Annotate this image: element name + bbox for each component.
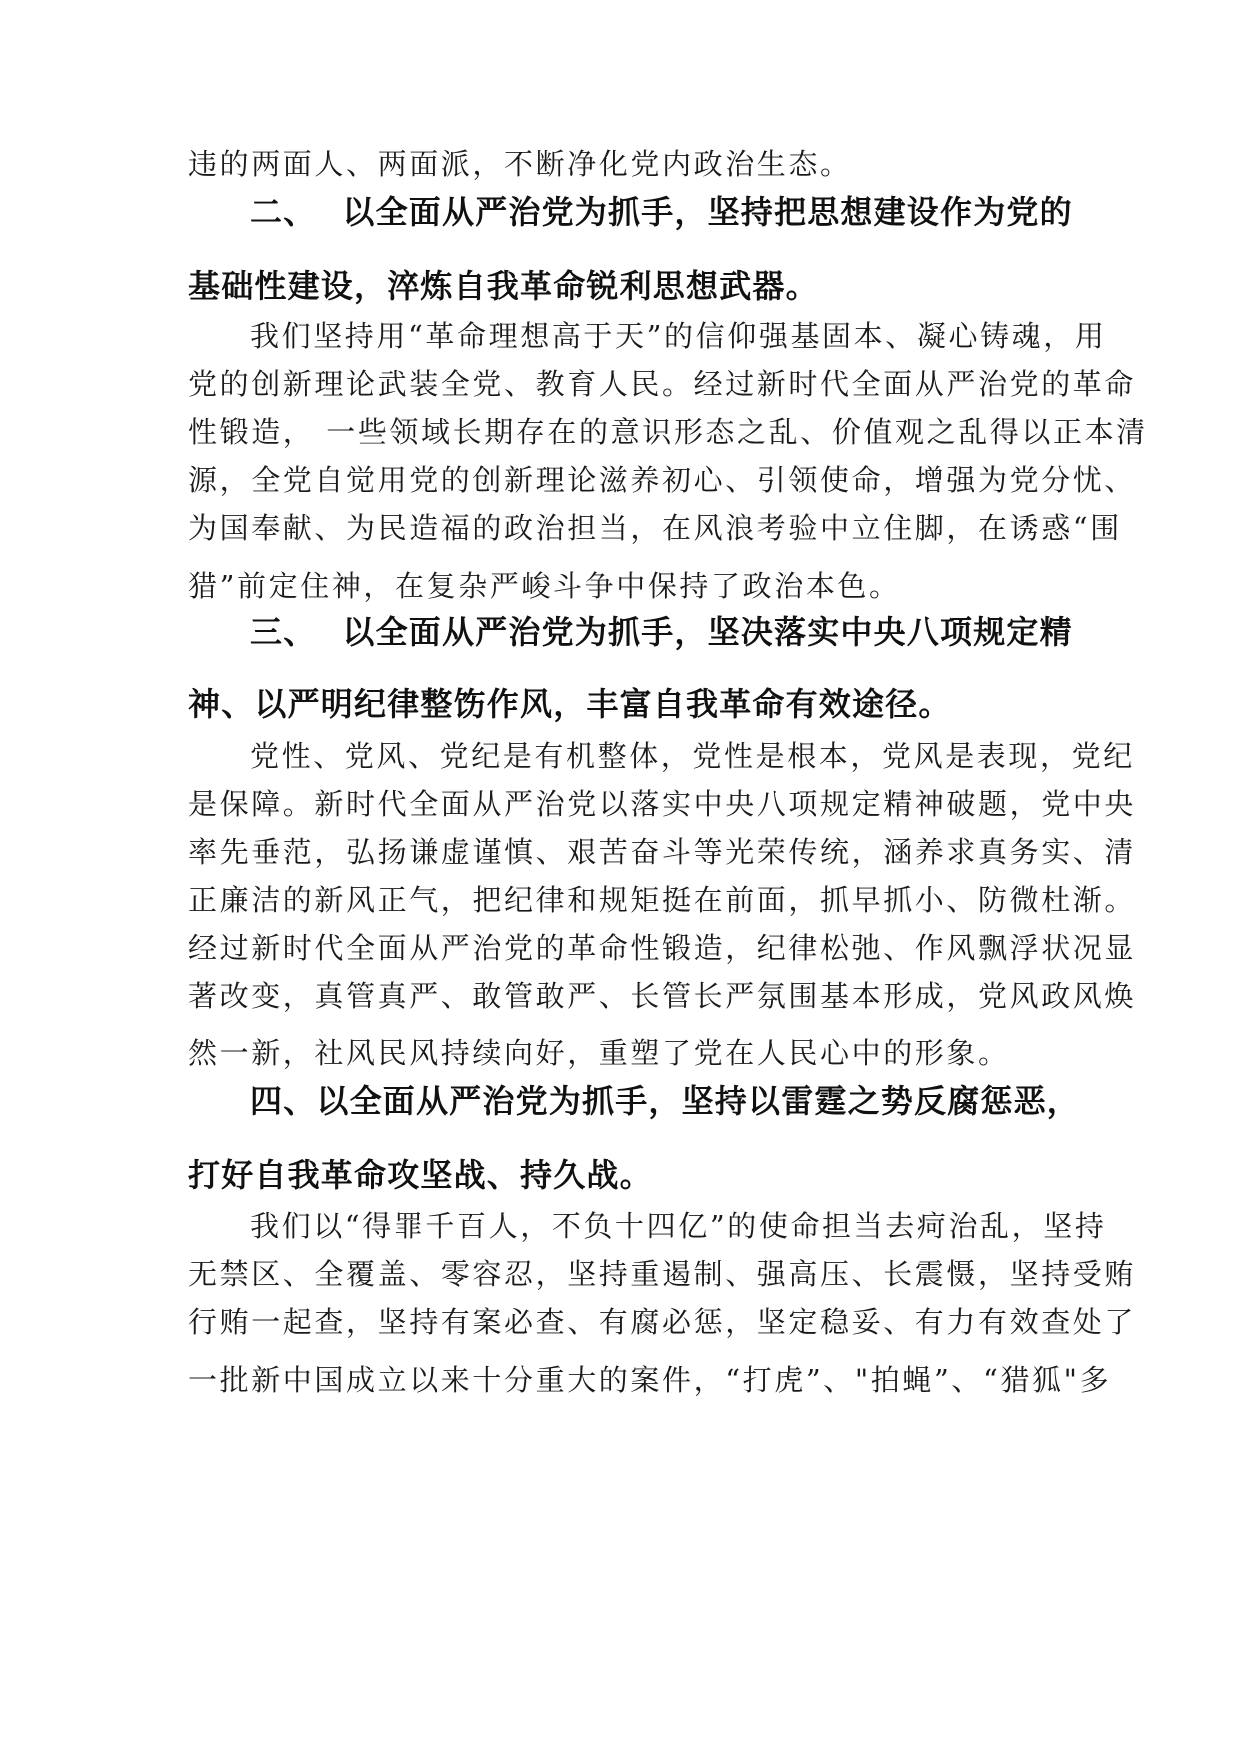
body-text-line: 我们坚持用“革命理想高于天”的信仰强基固本、凝心铸魂，用	[250, 319, 1107, 353]
body-text-line: 党的创新理论武装全党、教育人民。经过新时代全面从严治党的革命	[188, 367, 1137, 401]
body-text-line: 源，全党自觉用党的创新理论滋养初心、引领使命，增强为党分忧、	[188, 463, 1137, 497]
body-text-line: 率先垂范，弘扬谦虚谨慎、艰苦奋斗等光荣传统，涵养求真务实、清	[188, 835, 1137, 869]
section-heading-text: 以全面从严治党为抓手，坚决落实中央八项规定精	[342, 613, 1073, 651]
section-heading-text: 以全面从严治党为抓手，坚持把思想建设作为党的	[342, 193, 1073, 231]
section-heading-2	[250, 190, 1073, 234]
body-text-line: 违的两面人、两面派，不断净化党内政治生态。	[188, 147, 852, 181]
body-text-line: 为国奉献、为民造福的政治担当，在风浪考验中立住脚，在诱惑“围	[188, 511, 1122, 545]
section-number: 二、	[250, 193, 317, 231]
body-text-line: 一批新中国成立以来十分重大的案件，“打虎”、"拍蝇”、“猎狐"多	[188, 1363, 1112, 1397]
body-text-line: 猎”前定住神，在复杂严峻斗争中保持了政治本色。	[188, 569, 901, 603]
body-text-line: 正廉洁的新风正气，把纪律和规矩挺在前面，抓早抓小、防微杜渐。	[188, 883, 1137, 917]
body-text-line: 然一新，社风民风持续向好，重塑了党在人民心中的形象。	[188, 1036, 1010, 1070]
body-text-line: 著改变，真管真严、敢管敢严、长管长严氛围基本形成，党风政风焕	[188, 979, 1137, 1013]
body-text-line: 党性、党风、党纪是有机整体，党性是根本，党风是表现，党纪	[250, 739, 1135, 773]
body-text-line: 是保障。新时代全面从严治党以落实中央八项规定精神破题，党中央	[188, 787, 1137, 821]
body-text-line: 经过新时代全面从严治党的革命性锻造，纪律松弛、作风飘浮状况显	[188, 931, 1137, 965]
body-text-line: 无禁区、全覆盖、零容忍，坚持重遏制、强高压、长震慑，坚持受贿	[188, 1257, 1137, 1291]
section-heading-4: 四、以全面从严治党为抓手，坚持以雷霆之势反腐惩恶，	[250, 1082, 1081, 1120]
section-heading-3-cont: 神、以严明纪律整饬作风，丰富自我革命有效途径。	[188, 685, 952, 723]
body-text-line: 行贿一起查，坚持有案必查、有腐必惩，坚定稳妥、有力有效查处了	[188, 1305, 1137, 1339]
section-heading-2-cont: 基础性建设，淬炼自我革命锐利思想武器。	[188, 267, 819, 305]
section-number: 三、	[250, 613, 317, 651]
body-text-line: 性锻造， 一些领域长期存在的意识形态之乱、价值观之乱得以正本清	[188, 415, 1148, 449]
section-heading-4-cont: 打好自我革命攻坚战、持久战。	[188, 1156, 653, 1194]
section-heading-3	[250, 610, 1073, 654]
body-text-line: 我们以“得罪千百人，不负十四亿”的使命担当去疴治乱，坚持	[250, 1209, 1107, 1243]
